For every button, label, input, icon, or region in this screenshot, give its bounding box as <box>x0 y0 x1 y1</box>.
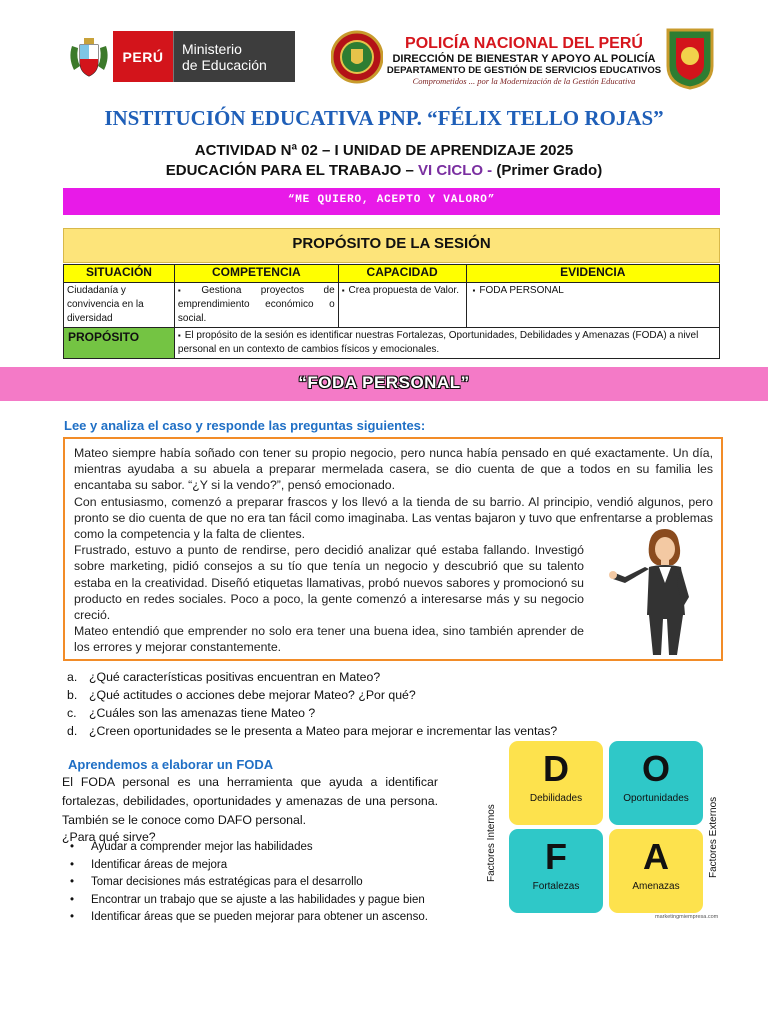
school-badge-icon <box>664 26 716 90</box>
businesswoman-illustration <box>607 523 719 659</box>
table-row <box>64 328 720 359</box>
pnp-shield-icon <box>331 27 383 87</box>
case-paragraph: Frustrado, estuvo a punto de rendirse, pero decidió analizar qué estaba fallando. Investigó sobre marketing, pidió consejos a su tío que tenía un negocio y descubrió que su talento estaba en la creatividad. Diseñó etiquetas llamativas, probó nuevos sabores y promocionó su producto en redes sociales. Poco a poco, la gente comenzó a interesarse más y su negocio creció. <box>74 543 584 623</box>
course-title <box>0 162 768 179</box>
list-item: • Tomar decisiones más estratégicas para el desarrollo <box>70 874 428 892</box>
external-factors-label: Factores Externos <box>708 796 719 878</box>
table-row <box>64 283 720 328</box>
case-paragraph: Con entusiasmo, comenzó a preparar frascos y los llevó a la tienda de su barrio. Al principio, vendió algunos, pero pronto se dio cuenta de que no era tan fácil como imaginaba. Las ventas bajaron y tuvo que enfrentarse a problemas como la competencia y la falta de clientes. <box>74 494 713 542</box>
peru-logo: PERÚ <box>113 31 173 82</box>
ministerio-logo: Ministerio de Educación <box>173 31 295 82</box>
uses-list <box>70 839 428 927</box>
list-item: c. ¿Cuáles son las amenazas tiene Mateo ? <box>67 706 316 720</box>
pnp-motto: Comprometidos ... por la Modernización de la Gestión Educativa <box>412 76 636 86</box>
table-header-row <box>64 265 720 283</box>
proposito-heading: PROPÓSITO DE LA SESIÓN <box>63 228 720 263</box>
header-situacion: SITUACIÓN <box>64 265 175 283</box>
proposito-table <box>63 264 720 359</box>
instruction-text: Lee y analiza el caso y responde las preguntas siguientes: <box>64 418 426 433</box>
cell-evidencia: ▪ FODA PERSONAL <box>466 283 719 328</box>
peru-coat-of-arms-icon <box>66 36 112 80</box>
cell-situacion: Ciudadanía y convivencia en la diversidad <box>64 283 175 328</box>
course-prefix: EDUCACIÓN PARA EL TRABAJO – <box>165 162 419 179</box>
cell-capacidad: ▪ Crea propuesta de Valor. <box>338 283 466 328</box>
image-credit: marketingmiempresa.com <box>655 914 719 920</box>
header-evidencia: EVIDENCIA <box>466 265 719 283</box>
header-competencia: COMPETENCIA <box>174 265 338 283</box>
case-paragraph: Mateo entendió que emprender no solo era tener una buena idea, sino también aprender de los errores y mejorar constantemente. <box>74 624 584 655</box>
aprendemos-heading: Aprendemos a elaborar un FODA <box>68 757 274 772</box>
foda-amenazas: A Amenazas <box>609 829 703 913</box>
list-item: • Identificar áreas de mejora <box>70 857 428 875</box>
list-item: b. ¿Qué actitudes o acciones debe mejorar Mateo? ¿Por qué? <box>67 688 416 702</box>
aprendemos-text: El FODA personal es una herramienta que ayuda a identificar fortalezas, debilidades, oportunidades y amenazas de una persona. También se le conoce como DAFO personal. ¿Para qué sirve? <box>62 775 438 844</box>
list-item: • Encontrar un trabajo que se ajuste a las habilidades y pague bien <box>70 892 428 910</box>
activity-title: ACTIVIDAD Nª 02 – I UNIDAD DE APRENDIZAJE 2025 <box>194 142 574 159</box>
proposito-text: ▪ El propósito de la sesión es identificar nuestras Fortalezas, Oportunidades, Debilidades y Amenazas (FODA) a nivel personal en un contexto de cambios físicos y emocionales. <box>174 328 719 359</box>
proposito-label: PROPÓSITO <box>64 328 175 359</box>
foda-banner: “FODA PERSONAL” <box>0 367 768 401</box>
institution-title: INSTITUCIÓN EDUCATIVA PNP. “FÉLIX TELLO ROJAS” <box>104 106 664 130</box>
foda-fortalezas: F Fortalezas <box>509 829 603 913</box>
pnp-title: POLICÍA NACIONAL DEL PERÚ <box>405 35 643 52</box>
questions-list <box>67 668 557 740</box>
page-header <box>0 22 768 94</box>
list-item: • Identificar áreas que se pueden mejorar para obtener un ascenso. <box>70 909 428 927</box>
internal-factors-label: Factores Internos <box>486 804 497 882</box>
pnp-heading <box>386 35 662 86</box>
course-cycle: VI CICLO - <box>418 162 493 179</box>
list-item: a. ¿Qué características positivas encuentran en Mateo? <box>67 670 381 684</box>
cell-competencia: ▪ Gestiona proyectos de emprendimiento económico o social. <box>174 283 338 328</box>
session-motto: “ME QUIERO, ACEPTO Y VALORO” <box>63 188 720 215</box>
course-grade: (Primer Grado) <box>492 162 603 179</box>
header-capacidad: CAPACIDAD <box>338 265 466 283</box>
case-paragraph: Mateo siempre había soñado con tener su propio negocio, pero nunca había pensado en qué exactamente. Un día, mientras ayudaba a su abuela a preparar mermelada casera, se dio cuenta de que a todos en su familia les encantaba su sabor. “¿Y si la vendo?”, pensó emocionado. <box>74 446 713 493</box>
pnp-direction: DIRECCIÓN DE BIENESTAR Y APOYO AL POLICÍA <box>392 53 656 65</box>
list-item: d. ¿Creen oportunidades se le presenta a Mateo para mejorar e incrementar las ventas? <box>67 724 558 738</box>
foda-debilidades: D Debilidades <box>509 741 603 825</box>
foda-oportunidades: O Oportunidades <box>609 741 703 825</box>
list-item: • Ayudar a comprender mejor las habilidades <box>70 839 428 857</box>
pnp-department: DEPARTAMENTO DE GESTIÓN DE SERVICIOS EDUCATIVOS <box>386 65 662 76</box>
